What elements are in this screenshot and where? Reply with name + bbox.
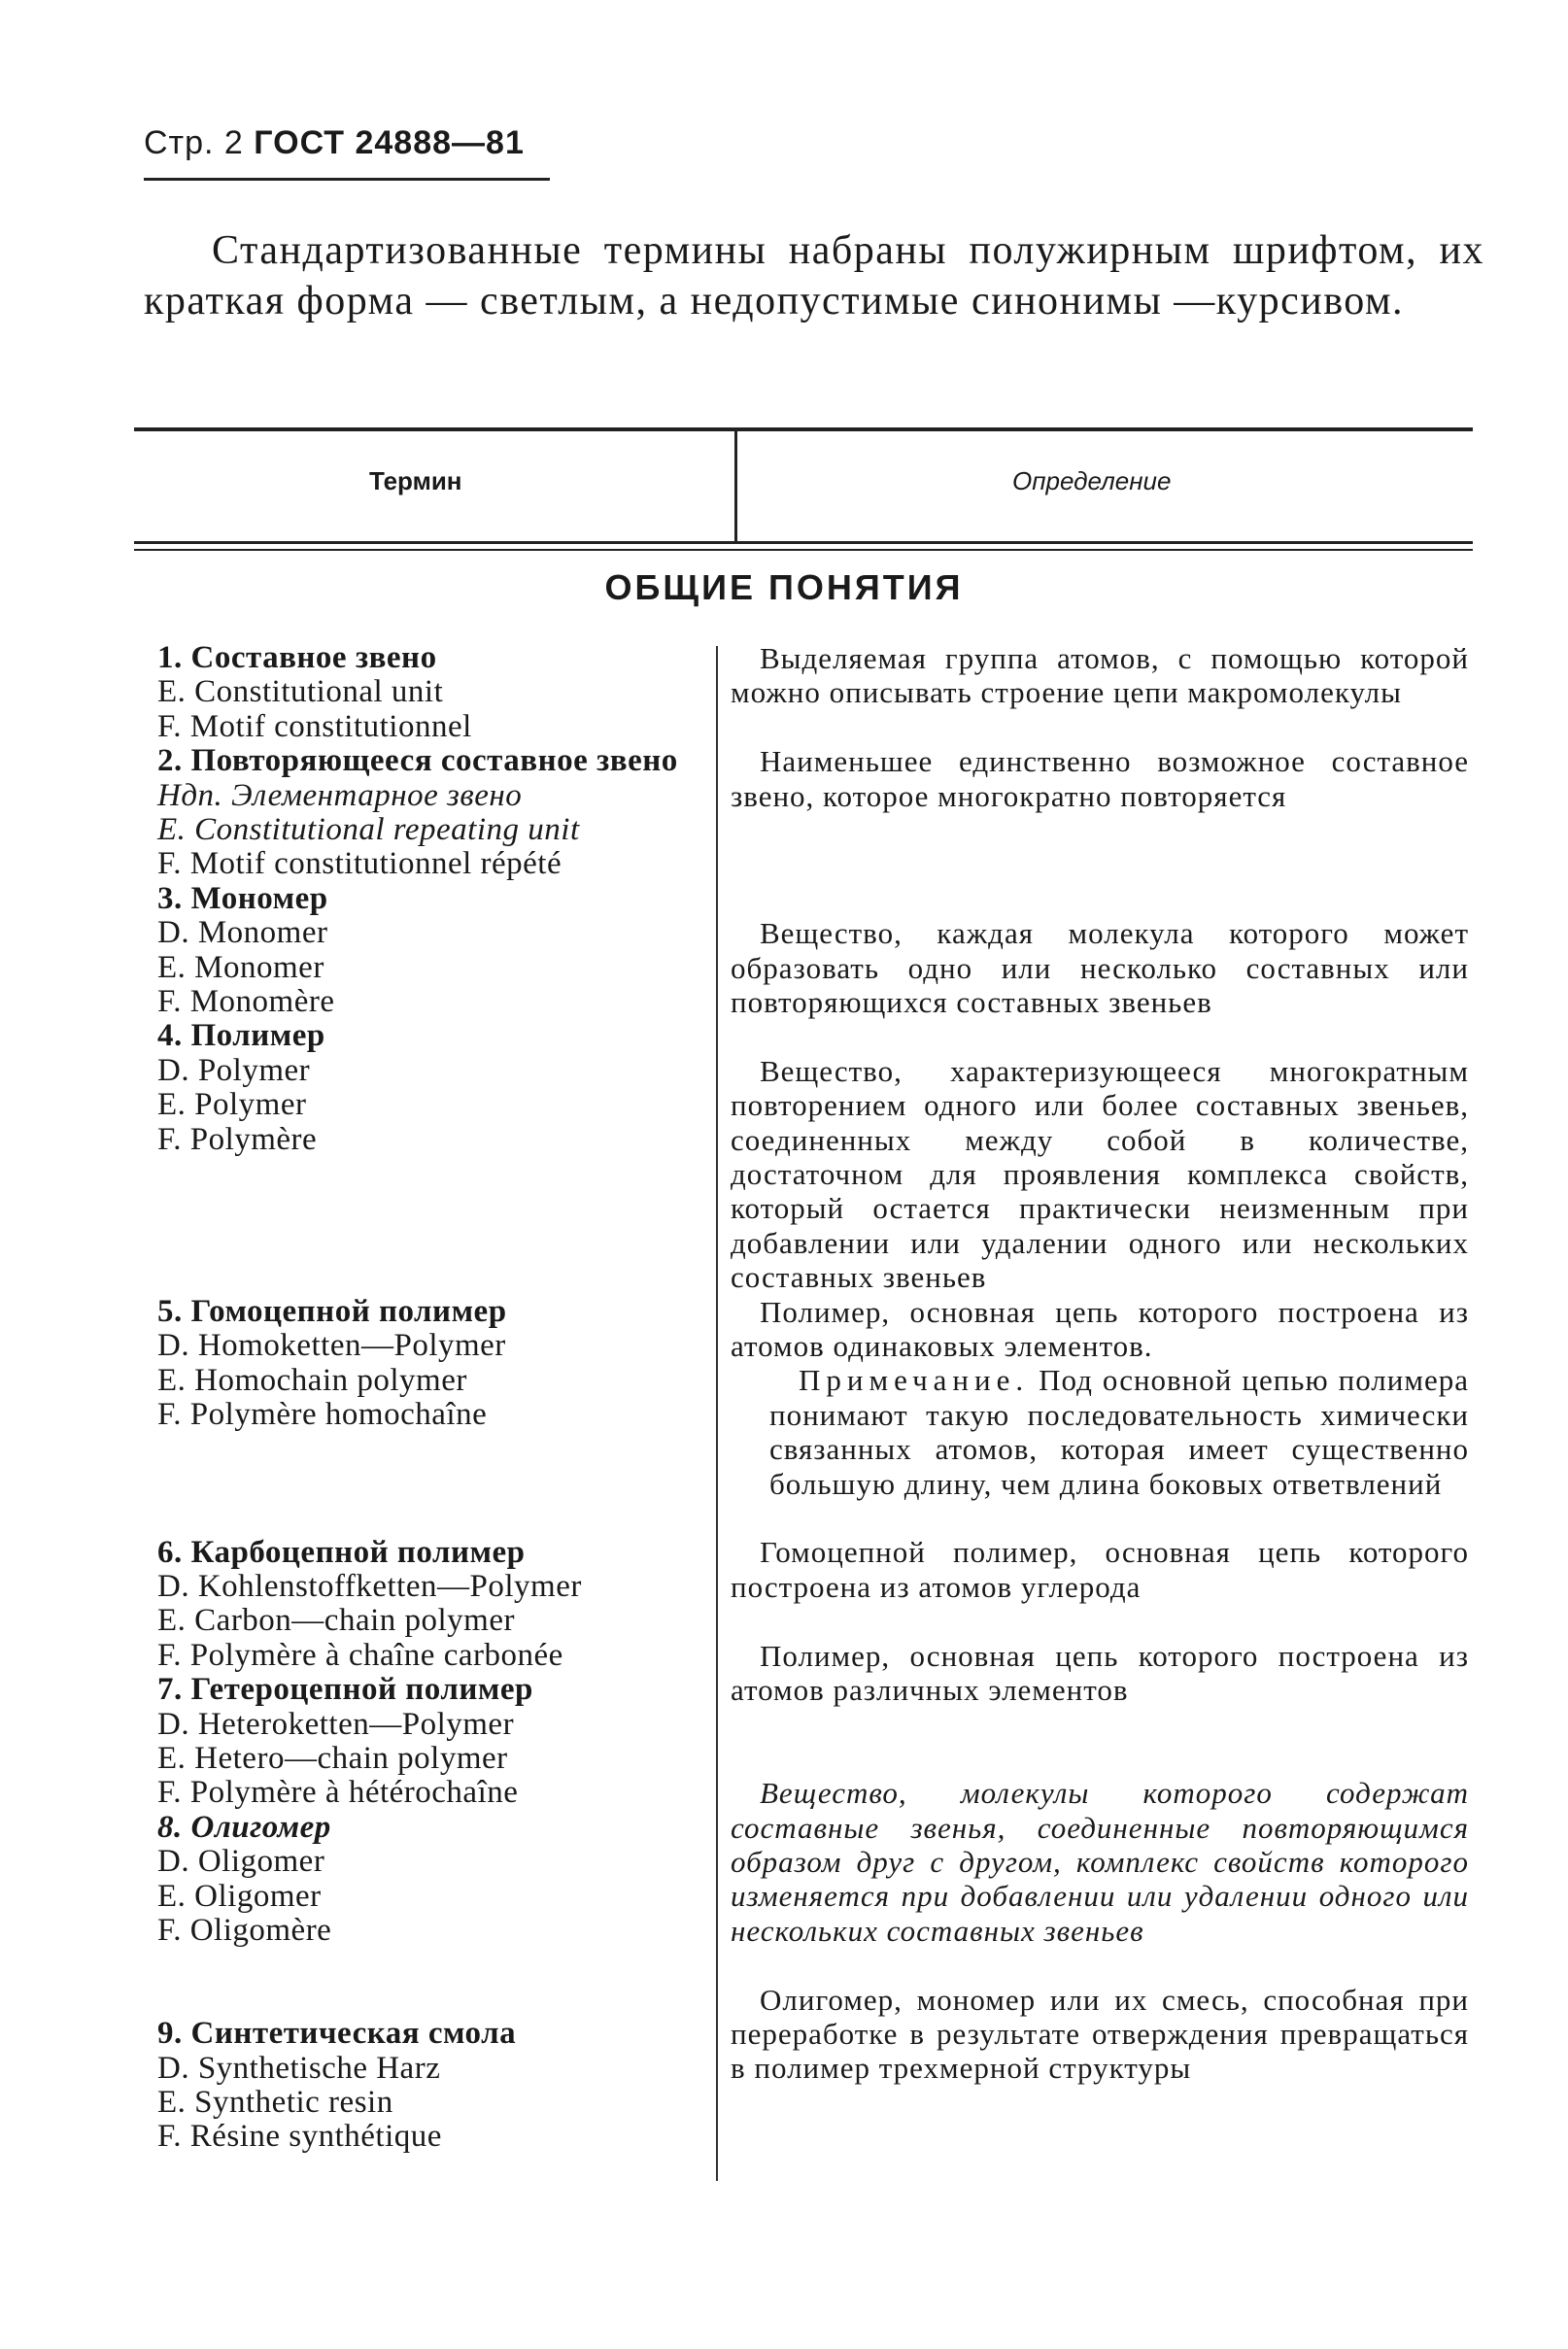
column-header-term: Термин <box>369 466 462 495</box>
term-english: E. Synthetic resin <box>157 2084 393 2120</box>
term-german: D. Kohlenstoffketten—Polymer <box>157 1568 582 1604</box>
note-label: Примечание. <box>799 1363 1030 1398</box>
term-french: F. Polymère à chaîne carbonée <box>157 1637 563 1673</box>
definition-1: Выделяемая группа атомов, с помощью которой можно описывать строение цепи макромолекулы <box>731 641 1469 710</box>
term-heading: 4. Полимер <box>157 1018 325 1054</box>
term-english: E. Polymer <box>157 1087 307 1123</box>
term-german: D. Oligomer <box>157 1844 325 1880</box>
term-heading: 3. Мономер <box>157 880 328 916</box>
table-header-rule-double <box>134 549 1473 551</box>
standard-number: ГОСТ 24888—81 <box>254 124 525 161</box>
note-text: Под основной цепью полимера понимают такую последовательность химически связанных атомов, которая имеет существенно большую длину, чем длина боковых ответвлений <box>769 1363 1469 1501</box>
term-entry-5 <box>128 1295 701 1433</box>
table-header-rule <box>134 541 1473 544</box>
term-english: E. Monomer <box>157 949 324 985</box>
definition-slot-3 <box>731 916 1469 1054</box>
definition-5-note <box>731 1363 1469 1501</box>
page-header <box>144 124 525 162</box>
term-french: F. Résine synthétique <box>157 2119 442 2155</box>
definition-slot-7 <box>731 1639 1469 1777</box>
term-heading: 2. Повторяющееся составное звено <box>157 743 678 779</box>
definition-2: Наименьшее единственно возможное составное звено, которое многократно повторяется <box>731 744 1469 813</box>
spacer <box>128 1432 701 1535</box>
intro-paragraph: Стандартизованные термины набраны полужирным шрифтом, их краткая форма — светлым, а недопустимые синонимы —курсивом. <box>144 228 1484 323</box>
term-heading: 1. Составное звено <box>157 640 437 675</box>
term-english: E. Carbon—chain polymer <box>157 1603 515 1639</box>
term-entry-9 <box>128 2017 701 2155</box>
term-english: E. Hetero—chain polymer <box>157 1740 508 1776</box>
term-entry-3 <box>128 882 701 1020</box>
definition-slot-5 <box>731 1295 1469 1536</box>
definition-slot-8 <box>731 1776 1469 1982</box>
header-column-divider <box>734 431 737 541</box>
term-rejected-synonym: Ндп. Элементарное звено <box>157 777 523 813</box>
definition-slot-6 <box>731 1535 1469 1638</box>
term-entry-7 <box>128 1673 701 1811</box>
term-german: D. Homoketten—Polymer <box>157 1328 506 1364</box>
body-column-divider <box>716 646 718 2181</box>
term-german: D. Heteroketten—Polymer <box>157 1706 515 1742</box>
term-german: D. Monomer <box>157 915 328 951</box>
header-underline <box>144 178 550 181</box>
definition-9: Олигомер, мономер или их смесь, способная при переработке в результате отверждения превращаться в полимер трехмерной структуры <box>731 1982 1469 2086</box>
term-french: F. Polymère homochaîne <box>157 1396 488 1432</box>
term-english: E. Oligomer <box>157 1878 322 1914</box>
term-entry-8 <box>128 1811 701 1949</box>
term-french: F. Monomère <box>157 984 335 1020</box>
term-french: F. Oligomère <box>157 1912 332 1948</box>
term-entry-2 <box>128 744 701 882</box>
term-french: F. Polymère à hétérochaîne <box>157 1775 519 1811</box>
term-french: F. Motif constitutionnel <box>157 708 472 744</box>
column-header-definition: Определение <box>1012 466 1172 495</box>
terms-column <box>128 641 701 2155</box>
term-heading: 5. Гомоцепной полимер <box>157 1293 507 1329</box>
term-german: D. Synthetische Harz <box>157 2050 441 2086</box>
table-top-rule <box>134 427 1473 431</box>
page-number: Стр. 2 <box>144 124 244 161</box>
term-entry-1 <box>128 641 701 744</box>
term-heading: 9. Синтетическая смола <box>157 2016 517 2052</box>
term-french: F. Motif constitutionnel répété <box>157 846 562 882</box>
section-title: ОБЩИЕ ПОНЯТИЯ <box>604 567 964 607</box>
term-heading: 8. Олигомер <box>157 1809 331 1845</box>
term-heading: 6. Карбоцепной полимер <box>157 1534 526 1570</box>
term-entry-6 <box>128 1536 701 1674</box>
term-german: D. Polymer <box>157 1052 311 1088</box>
definition-slot-1 <box>731 641 1469 744</box>
term-french: F. Polymère <box>157 1121 318 1157</box>
definition-7: Полимер, основная цепь которого построена из атомов различных элементов <box>731 1638 1469 1707</box>
definition-8: Вещество, молекулы которого содержат составные звенья, соединенные повторяющимся образом друг с другом, комплекс свойств которого изменяется при добавлении или удалении одного или нескольких составных звеньев <box>731 1776 1469 1948</box>
term-english: E. Constitutional unit <box>157 674 444 710</box>
definition-5: Полимер, основная цепь которого построена из атомов одинаковых элементов. <box>731 1294 1469 1363</box>
definition-slot-2 <box>731 744 1469 916</box>
definition-4: Вещество, характеризующееся многократным повторением одного или более составных звеньев, соединенных между собой в количестве, достаточном для проявления комплекса свойств, который остается практически неизменным при добавлении или удалении одного или нескольких составных звеньев <box>731 1053 1469 1295</box>
definition-slot-9 <box>731 1983 1469 2086</box>
definition-6: Гомоцепной полимер, основная цепь которого построена из атомов углерода <box>731 1535 1469 1604</box>
spacer <box>128 1157 701 1295</box>
spacer <box>128 1948 701 2017</box>
definition-3: Вещество, каждая молекула которого может образовать одно или несколько составных или повторяющихся составных звеньев <box>731 916 1469 1019</box>
definitions-column <box>731 641 1469 2086</box>
definition-slot-4 <box>731 1054 1469 1295</box>
term-heading: 7. Гетероцепной полимер <box>157 1672 533 1708</box>
term-english: E. Homochain polymer <box>157 1362 467 1398</box>
term-english: E. Constitutional repeating unit <box>157 812 580 848</box>
term-entry-4 <box>128 1019 701 1157</box>
